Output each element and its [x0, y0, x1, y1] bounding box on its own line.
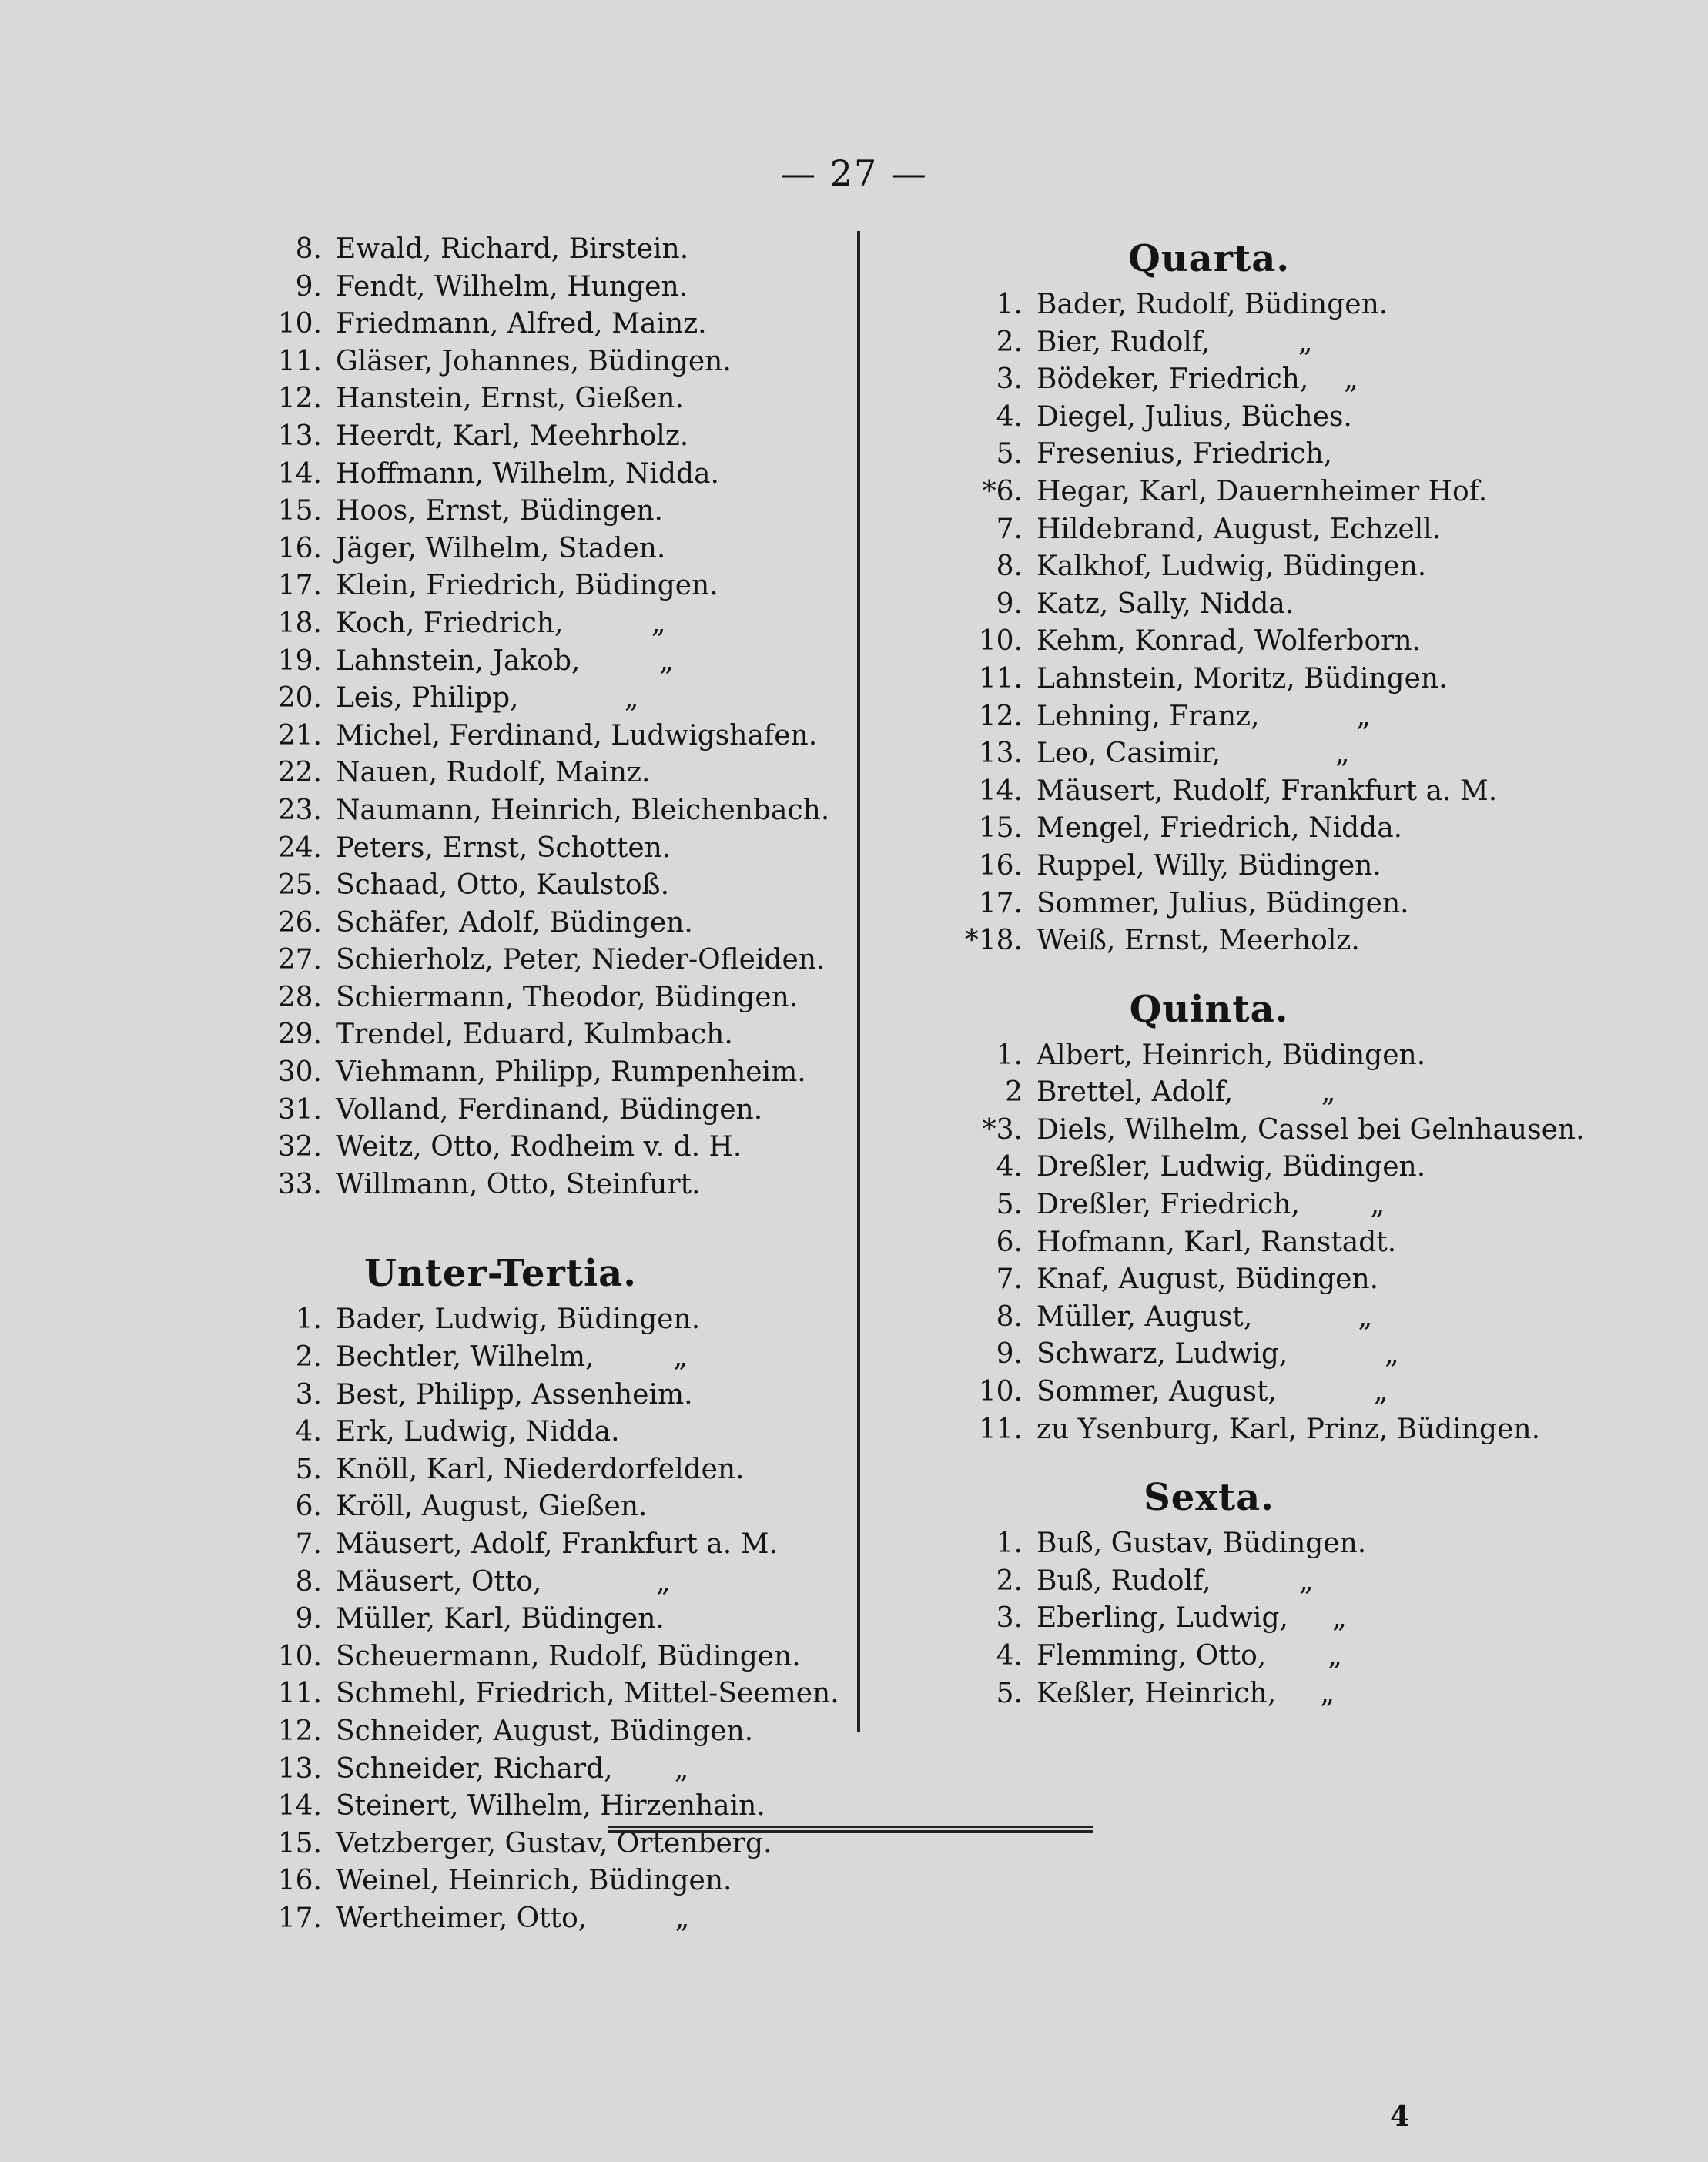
list-item [955, 1525, 1571, 1563]
item-text: Lahnstein, Moritz, Büdingen. [1037, 662, 1448, 694]
item-text: Klein, Friedrich, Büdingen. [336, 570, 718, 602]
item-number: 20. [277, 682, 322, 715]
heading-sexta: Sexta. [1144, 1476, 1274, 1520]
item-number: 7. [996, 1263, 1023, 1296]
list-item [955, 810, 1571, 848]
item-number: 1. [295, 1304, 322, 1336]
item-text: Vetzberger, Gustav, Ortenberg. [336, 1827, 772, 1859]
item-number: 8. [295, 233, 322, 265]
list-item [955, 1563, 1571, 1601]
item-number: 17. [978, 887, 1023, 919]
item-text: zu Ysenburg, Karl, Prinz, Büdingen. [1037, 1413, 1541, 1445]
list-item [254, 1092, 855, 1130]
list-item [955, 735, 1571, 773]
list-item [955, 698, 1571, 736]
item-number: 11. [978, 662, 1023, 694]
item-text: Eberling, Ludwig, „ [1037, 1602, 1347, 1635]
heading-untertertia: Unter-Tertia. [364, 1252, 637, 1296]
list-item [955, 286, 1571, 324]
list-item [955, 548, 1571, 586]
list-item [955, 586, 1571, 624]
list-item [955, 436, 1571, 474]
list-item [955, 1037, 1571, 1075]
item-number: 16. [277, 532, 322, 564]
item-text: Schaad, Otto, Kaulstoß. [336, 869, 670, 902]
item-text: Hegar, Karl, Dauernheimer Hof. [1037, 475, 1488, 507]
item-number: 25. [277, 869, 322, 902]
item-number: 1. [996, 1039, 1023, 1071]
item-number: 10. [277, 308, 322, 340]
item-text: Nauen, Rudolf, Mainz. [336, 757, 651, 789]
item-number: 13. [277, 420, 322, 452]
item-text: Best, Philipp, Assenheim. [336, 1378, 693, 1411]
item-number: 2 [1005, 1076, 1023, 1109]
signature-mark: 4 [1389, 2100, 1409, 2133]
item-text: Friedmann, Alfred, Mainz. [336, 308, 707, 340]
item-number: 15. [978, 812, 1023, 845]
item-text: Fendt, Wilhelm, Hungen. [336, 270, 688, 303]
item-number: 13. [277, 1752, 322, 1785]
item-number: 8. [996, 1300, 1023, 1333]
list-item [254, 1451, 855, 1489]
item-number: 3. [996, 363, 1023, 396]
list-item [254, 1377, 855, 1414]
item-number: 10. [978, 1376, 1023, 1408]
item-text: Ruppel, Willy, Büdingen. [1037, 849, 1381, 882]
item-number: 32. [277, 1131, 322, 1163]
item-text: Lehning, Franz, „ [1037, 700, 1371, 732]
list-item [254, 1488, 855, 1526]
item-text: Naumann, Heinrich, Bleichenbach. [336, 794, 830, 826]
item-text: Leis, Philipp, „ [336, 682, 639, 715]
list-item [955, 848, 1571, 885]
list-item [254, 530, 855, 568]
item-number: 4. [996, 1640, 1023, 1672]
list-item [254, 1166, 855, 1204]
list-item [254, 643, 855, 681]
item-number: 1. [996, 289, 1023, 320]
item-number: 5. [996, 438, 1023, 470]
list-item [254, 1862, 855, 1900]
item-text: Knaf, August, Büdingen. [1037, 1263, 1379, 1296]
item-text: Kehm, Konrad, Wolferborn. [1037, 625, 1421, 658]
list-item [254, 1713, 855, 1751]
item-text: Bier, Rudolf, „ [1037, 326, 1313, 358]
item-text: Katz, Sally, Nidda. [1037, 587, 1294, 620]
item-number: 9. [295, 270, 322, 303]
item-number: 11. [277, 1678, 322, 1710]
item-number: 5. [295, 1453, 322, 1485]
list-item [254, 1751, 855, 1789]
item-number: 2. [996, 1565, 1023, 1597]
right-column [955, 231, 1585, 1712]
list-item [254, 456, 855, 494]
item-text: Dreßler, Friedrich, „ [1037, 1189, 1385, 1221]
list-item [254, 718, 855, 755]
list-item [955, 922, 1571, 960]
section-gap [254, 1203, 855, 1246]
item-text: Jäger, Wilhelm, Staden. [336, 532, 666, 564]
item-text: Buß, Gustav, Büdingen. [1037, 1528, 1367, 1560]
list-item [254, 942, 855, 979]
list-item [254, 605, 855, 643]
item-number: 15. [277, 495, 322, 527]
item-text: Albert, Heinrich, Büdingen. [1037, 1039, 1426, 1071]
item-number: 31. [277, 1093, 322, 1126]
item-text: Mengel, Friedrich, Nidda. [1037, 812, 1403, 845]
list-item [254, 418, 855, 456]
list-item [955, 1074, 1571, 1112]
list-item [254, 1675, 855, 1713]
heading-quarta: Quarta. [1127, 237, 1291, 280]
item-text: Trendel, Eduard, Kulmbach. [336, 1019, 733, 1051]
item-text: Koch, Friedrich, „ [336, 607, 666, 639]
item-text: Schmehl, Friedrich, Mittel-Seemen. [336, 1678, 839, 1710]
list-item [955, 1675, 1571, 1713]
list-item [955, 474, 1571, 511]
item-number: 1. [996, 1528, 1023, 1560]
list-item [254, 1788, 855, 1826]
item-text: Schneider, August, Büdingen. [336, 1715, 754, 1747]
item-number: 21. [277, 719, 322, 751]
item-number: 17. [277, 570, 322, 602]
item-text: Sommer, August, „ [1037, 1376, 1388, 1408]
item-number: 3. [295, 1378, 322, 1411]
item-text: Schäfer, Adolf, Büdingen. [336, 906, 693, 939]
item-number: 6. [295, 1491, 322, 1523]
item-number: 30. [277, 1056, 322, 1089]
item-number: 16. [978, 849, 1023, 882]
item-number: 15. [277, 1827, 322, 1859]
item-number: 18. [277, 607, 322, 639]
list-item [955, 1336, 1571, 1374]
item-text: Diegel, Julius, Büches. [1037, 400, 1352, 433]
item-number: 2. [996, 326, 1023, 358]
item-number: 8. [996, 551, 1023, 583]
sexta-list [955, 1525, 1571, 1712]
column-divider [857, 231, 860, 1732]
list-item [254, 380, 855, 418]
item-number: 16. [277, 1865, 322, 1897]
item-number: 27. [277, 944, 322, 976]
item-text: Schneider, Richard, „ [336, 1752, 689, 1785]
list-item [254, 493, 855, 530]
item-text: Bechtler, Wilhelm, „ [336, 1341, 688, 1374]
item-number: 5. [996, 1677, 1023, 1709]
list-item [254, 1564, 855, 1601]
item-text: Lahnstein, Jakob, „ [336, 644, 675, 677]
item-number: 13. [978, 738, 1023, 770]
list-item [254, 343, 855, 381]
untertertia-list [254, 1301, 855, 1937]
list-item [955, 1411, 1571, 1449]
item-number: 26. [277, 906, 322, 939]
list-item [254, 905, 855, 942]
item-number: 12. [978, 700, 1023, 732]
item-text: Viehmann, Philipp, Rumpenheim. [336, 1056, 806, 1089]
list-item [254, 1054, 855, 1092]
closing-rule [608, 1826, 1093, 1833]
item-text: Brettel, Adolf, „ [1037, 1076, 1336, 1109]
item-text: Hoffmann, Wilhelm, Nidda. [336, 457, 719, 490]
item-number: 29. [277, 1019, 322, 1051]
item-text: Bödeker, Friedrich, „ [1037, 363, 1358, 396]
list-item [955, 324, 1571, 362]
list-item [254, 680, 855, 718]
list-item [254, 567, 855, 605]
item-text: Mäusert, Rudolf, Frankfurt a. M. [1037, 775, 1498, 807]
list-item [955, 1638, 1571, 1675]
item-text: Müller, August, „ [1037, 1300, 1373, 1333]
item-number: 19. [277, 644, 322, 677]
list-item [254, 1414, 855, 1451]
item-number: 14. [277, 1790, 322, 1822]
list-item [254, 1301, 855, 1339]
list-item [955, 399, 1571, 437]
item-text: Mäusert, Otto, „ [336, 1565, 671, 1598]
list-item [254, 867, 855, 905]
quarta-list [955, 286, 1571, 960]
heading-quinta: Quinta. [1129, 987, 1289, 1031]
item-number: 9. [295, 1603, 322, 1635]
item-number: 10. [277, 1640, 322, 1672]
item-number: 10. [978, 625, 1023, 658]
list-item [254, 1638, 855, 1676]
list-item [254, 306, 855, 343]
item-text: Heerdt, Karl, Meehrholz. [336, 420, 689, 452]
item-number: 28. [277, 981, 322, 1013]
item-text: Ewald, Richard, Birstein. [336, 233, 689, 265]
item-number: 24. [277, 832, 322, 864]
item-number: 23. [277, 794, 322, 826]
item-text: Keßler, Heinrich, „ [1037, 1677, 1335, 1709]
item-number: 3. [996, 1602, 1023, 1635]
item-number: 4. [996, 1151, 1023, 1183]
item-number: *18. [964, 925, 1023, 957]
list-item [254, 1129, 855, 1166]
item-number: 4. [996, 400, 1023, 433]
list-item [955, 885, 1571, 923]
page-number: — 27 — [780, 152, 928, 194]
item-number: 6. [996, 1226, 1023, 1258]
item-number: 14. [978, 775, 1023, 807]
item-number: *3. [982, 1113, 1023, 1146]
item-number: 8. [295, 1565, 322, 1598]
item-text: Weinel, Heinrich, Büdingen. [336, 1865, 732, 1897]
item-text: Bader, Ludwig, Büdingen. [336, 1304, 701, 1336]
list-item [955, 1299, 1571, 1337]
item-text: Scheuermann, Rudolf, Büdingen. [336, 1640, 801, 1672]
list-item [254, 231, 855, 269]
list-item [955, 1112, 1585, 1150]
item-text: Kröll, August, Gießen. [336, 1491, 648, 1523]
list-item [254, 1601, 855, 1638]
item-number: 5. [996, 1189, 1023, 1221]
item-text: Leo, Casimir, „ [1037, 738, 1350, 770]
list-item [254, 1339, 855, 1377]
item-text: Erk, Ludwig, Nidda. [336, 1416, 620, 1448]
item-text: Hoos, Ernst, Büdingen. [336, 495, 663, 527]
list-item [254, 269, 855, 306]
left-column [254, 231, 855, 1938]
item-number: 9. [996, 587, 1023, 620]
list-item [955, 661, 1571, 698]
item-number: 33. [277, 1168, 322, 1200]
item-number: 12. [277, 383, 322, 415]
item-number: 14. [277, 457, 322, 490]
item-text: Müller, Karl, Büdingen. [336, 1603, 665, 1635]
item-number: 17. [277, 1902, 322, 1934]
item-text: Schierholz, Peter, Nieder-Ofleiden. [336, 944, 826, 976]
item-text: Fresenius, Friedrich, [1037, 438, 1333, 470]
list-item [955, 1224, 1571, 1262]
item-number: 2. [295, 1341, 322, 1374]
list-item [955, 1600, 1571, 1638]
item-text: Peters, Ernst, Schotten. [336, 832, 671, 864]
quinta-list [955, 1037, 1585, 1449]
item-text: Willmann, Otto, Steinfurt. [336, 1168, 701, 1200]
list-item [955, 1374, 1571, 1411]
item-number: 7. [295, 1528, 322, 1560]
list-item [955, 1149, 1571, 1186]
item-number: *6. [982, 475, 1023, 507]
item-text: Hildebrand, August, Echzell. [1037, 513, 1442, 545]
item-text: Diels, Wilhelm, Cassel bei Gelnhausen. [1037, 1113, 1585, 1146]
item-number: 4. [295, 1416, 322, 1448]
list-item [955, 773, 1571, 811]
list-item [254, 792, 855, 830]
list-item [254, 1526, 855, 1564]
item-number: 9. [996, 1338, 1023, 1370]
list-item [955, 623, 1571, 661]
item-number: 7. [996, 513, 1023, 545]
item-text: Sommer, Julius, Büdingen. [1037, 887, 1409, 919]
item-number: 12. [277, 1715, 322, 1747]
item-text: Buß, Rudolf, „ [1037, 1565, 1314, 1597]
item-text: Michel, Ferdinand, Ludwigshafen. [336, 719, 818, 751]
item-text: Weitz, Otto, Rodheim v. d. H. [336, 1131, 742, 1163]
item-text: Flemming, Otto, „ [1037, 1640, 1343, 1672]
item-text: Mäusert, Adolf, Frankfurt a. M. [336, 1528, 778, 1560]
item-text: Volland, Ferdinand, Büdingen. [336, 1093, 763, 1126]
item-number: 11. [277, 345, 322, 377]
item-text: Schwarz, Ludwig, „ [1037, 1338, 1399, 1370]
item-text: Steinert, Wilhelm, Hirzenhain. [336, 1790, 765, 1822]
item-text: Wertheimer, Otto, „ [336, 1902, 690, 1934]
item-text: Knöll, Karl, Niederdorfelden. [336, 1453, 745, 1485]
list-item [254, 1900, 855, 1938]
list-item [955, 361, 1571, 399]
item-text: Dreßler, Ludwig, Büdingen. [1037, 1151, 1426, 1183]
item-text: Bader, Rudolf, Büdingen. [1037, 289, 1388, 320]
list-item [254, 1016, 855, 1054]
list-item [955, 511, 1571, 549]
list-item [955, 1261, 1571, 1299]
list-item [254, 830, 855, 868]
item-number: 11. [978, 1413, 1023, 1445]
item-text: Gläser, Johannes, Büdingen. [336, 345, 732, 377]
item-number: 22. [277, 757, 322, 789]
item-text: Schiermann, Theodor, Büdingen. [336, 981, 799, 1013]
list-item [254, 979, 855, 1017]
list-item [955, 1186, 1571, 1224]
continued-class-list [254, 231, 855, 1203]
item-text: Weiß, Ernst, Meerholz. [1037, 925, 1360, 957]
item-text: Kalkhof, Ludwig, Büdingen. [1037, 551, 1427, 583]
item-text: Hanstein, Ernst, Gießen. [336, 383, 684, 415]
list-item [254, 755, 855, 792]
item-text: Hofmann, Karl, Ranstadt. [1037, 1226, 1397, 1258]
